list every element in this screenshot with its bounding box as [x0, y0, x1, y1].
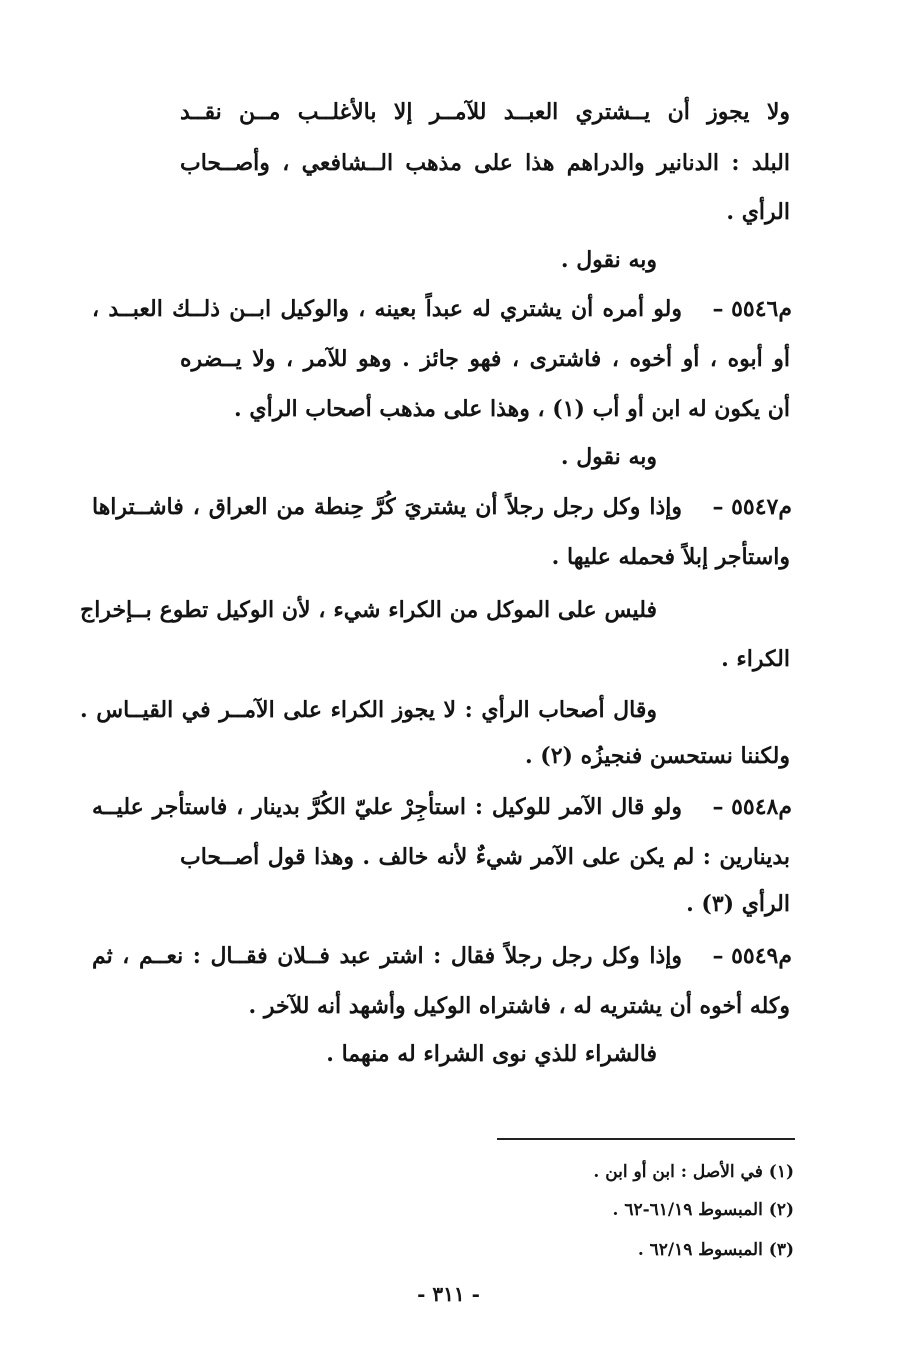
- text-line: وقال أصحاب الرأي : لا يجوز الكراء على الآمــر في القيــاس .: [80, 697, 657, 723]
- text-line: الكراء .: [721, 646, 790, 672]
- text-line: الرأي .: [726, 199, 790, 225]
- text-line: ولو أمره أن يشتري له عبداً بعينه ، والوكيل ابــن ذلــك العبــد ،: [92, 296, 682, 322]
- text-line: وإذا وكل رجل رجلاً أن يشتريَ كُرَّ حِنطة من العراق ، فاشــتراها: [92, 494, 682, 520]
- text-line: أن يكون له ابن أو أب (١) ، وهذا على مذهب أصحاب الرأي .: [234, 396, 790, 422]
- issue-number: م٥٥٤٨ –: [712, 794, 792, 820]
- text-line: وبه نقول .: [560, 247, 657, 273]
- text-line: ولكننا نستحسن فنجيزُه (٢) .: [524, 743, 790, 769]
- text-line: البلد : الدنانير والدراهم هذا على مذهب الــشافعي ، وأصــحاب: [180, 150, 790, 176]
- text-line: واستأجر إبلاً فحمله عليها .: [551, 544, 790, 570]
- page-number: - ٣١١ -: [417, 1282, 480, 1306]
- text-line: ولو قال الآمر للوكيل : استأجِرْ عليّ الكُرَّ بدينار ، فاستأجر عليــه: [92, 794, 682, 820]
- text-line: وبه نقول .: [560, 444, 657, 470]
- text-line: أو أبوه ، أو أخوه ، فاشترى ، فهو جائز . وهو للآمر ، ولا يــضره: [180, 346, 790, 372]
- issue-number: م٥٥٤٦ –: [712, 296, 792, 322]
- text-line: فالشراء للذي نوى الشراء له منهما .: [326, 1041, 657, 1067]
- text-line: ولا يجوز أن يــشتري العبــد للآمــر إلا بالأغلــب مــن نقــد: [180, 99, 790, 125]
- text-line: الرأي (٣) .: [686, 891, 790, 917]
- footnote: (٣) المبسوط ٦٢/١٩ .: [637, 1240, 794, 1260]
- text-line: وإذا وكل رجل رجلاً فقال : اشتر عبد فــلان فقــال : نعــم ، ثم: [92, 943, 682, 969]
- footnote: (١) في الأصل : ابن أو ابن .: [593, 1162, 794, 1182]
- issue-number: م٥٥٤٧ –: [712, 494, 792, 520]
- footnote-separator: [497, 1138, 795, 1140]
- text-line: بدينارين : لم يكن على الآمر شيءٌ لأنه خالف . وهذا قول أصــحاب: [180, 844, 790, 870]
- text-line: فليس على الموكل من الكراء شيء ، لأن الوكيل تطوع بــإخراج: [80, 597, 657, 623]
- issue-number: م٥٥٤٩ –: [712, 943, 792, 969]
- text-line: وكله أخوه أن يشتريه له ، فاشتراه الوكيل وأشهد أنه للآخر .: [248, 993, 790, 1019]
- footnote: (٢) المبسوط ٦١/١٩-٦٢ .: [612, 1200, 794, 1220]
